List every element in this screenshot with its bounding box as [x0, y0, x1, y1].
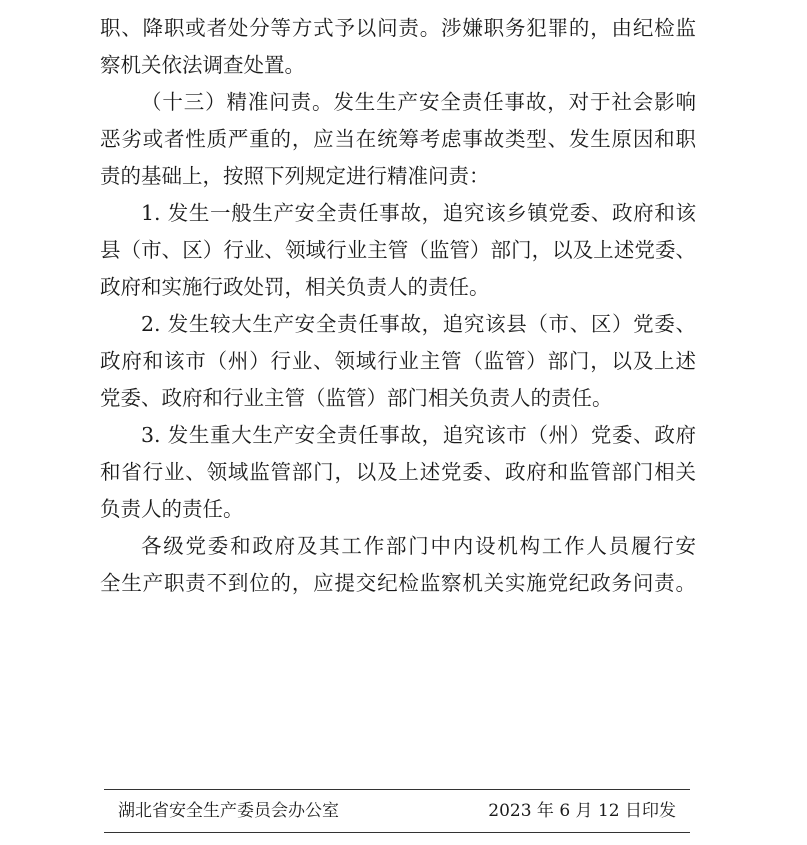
paragraph-6 [100, 528, 696, 602]
paragraph-line: 职、降职或者处分等方式予以问责。涉嫌职务犯罪的，由纪检监 [100, 16, 696, 40]
paragraph-line: 全生产职责不到位的，应提交纪检监察机关实施党纪政务问责。 [100, 571, 696, 595]
paragraph-4 [100, 306, 696, 417]
paragraph-1 [100, 10, 696, 84]
paragraph-line: 政府和实施行政处罚，相关负责人的责任。 [100, 275, 490, 299]
paragraph-line: 负责人的责任。 [100, 497, 244, 521]
issue-date: 2023 年 6 月 12 日印发 [488, 801, 676, 821]
paragraph-line: 政府和该市（州）行业、领域行业主管（监管）部门，以及上述 [100, 349, 696, 373]
paragraph-line: 1. 发生一般生产安全责任事故，追究该乡镇党委、政府和该 [141, 201, 696, 225]
paragraph-line: 3. 发生重大生产安全责任事故，追究该市（州）党委、政府 [141, 423, 696, 447]
paragraph-5 [100, 417, 696, 528]
paragraph-3 [100, 195, 696, 306]
paragraph-line: 2. 发生较大生产安全责任事故，追究该县（市、区）党委、 [141, 312, 696, 336]
paragraph-line: 县（市、区）行业、领域行业主管（监管）部门，以及上述党委、 [100, 238, 696, 262]
paragraph-line: 恶劣或者性质严重的，应当在统筹考虑事故类型、发生原因和职 [100, 127, 696, 151]
paragraph-2 [100, 84, 696, 195]
paragraph-line: 责的基础上，按照下列规定进行精准问责： [100, 164, 490, 188]
paragraph-line: 和省行业、领域监管部门，以及上述党委、政府和监管部门相关 [100, 460, 696, 484]
paragraph-line: 各级党委和政府及其工作部门中内设机构工作人员履行安 [141, 534, 696, 558]
issuer-name: 湖北省安全生产委员会办公室 [118, 801, 339, 821]
document-footer [104, 789, 690, 833]
paragraph-line: 党委、政府和行业主管（监管）部门相关负责人的责任。 [100, 386, 613, 410]
document-body [100, 0, 696, 602]
paragraph-line: 察机关依法调查处置。 [100, 53, 305, 77]
paragraph-line: （十三）精准问责。发生生产安全责任事故，对于社会影响 [141, 90, 696, 114]
